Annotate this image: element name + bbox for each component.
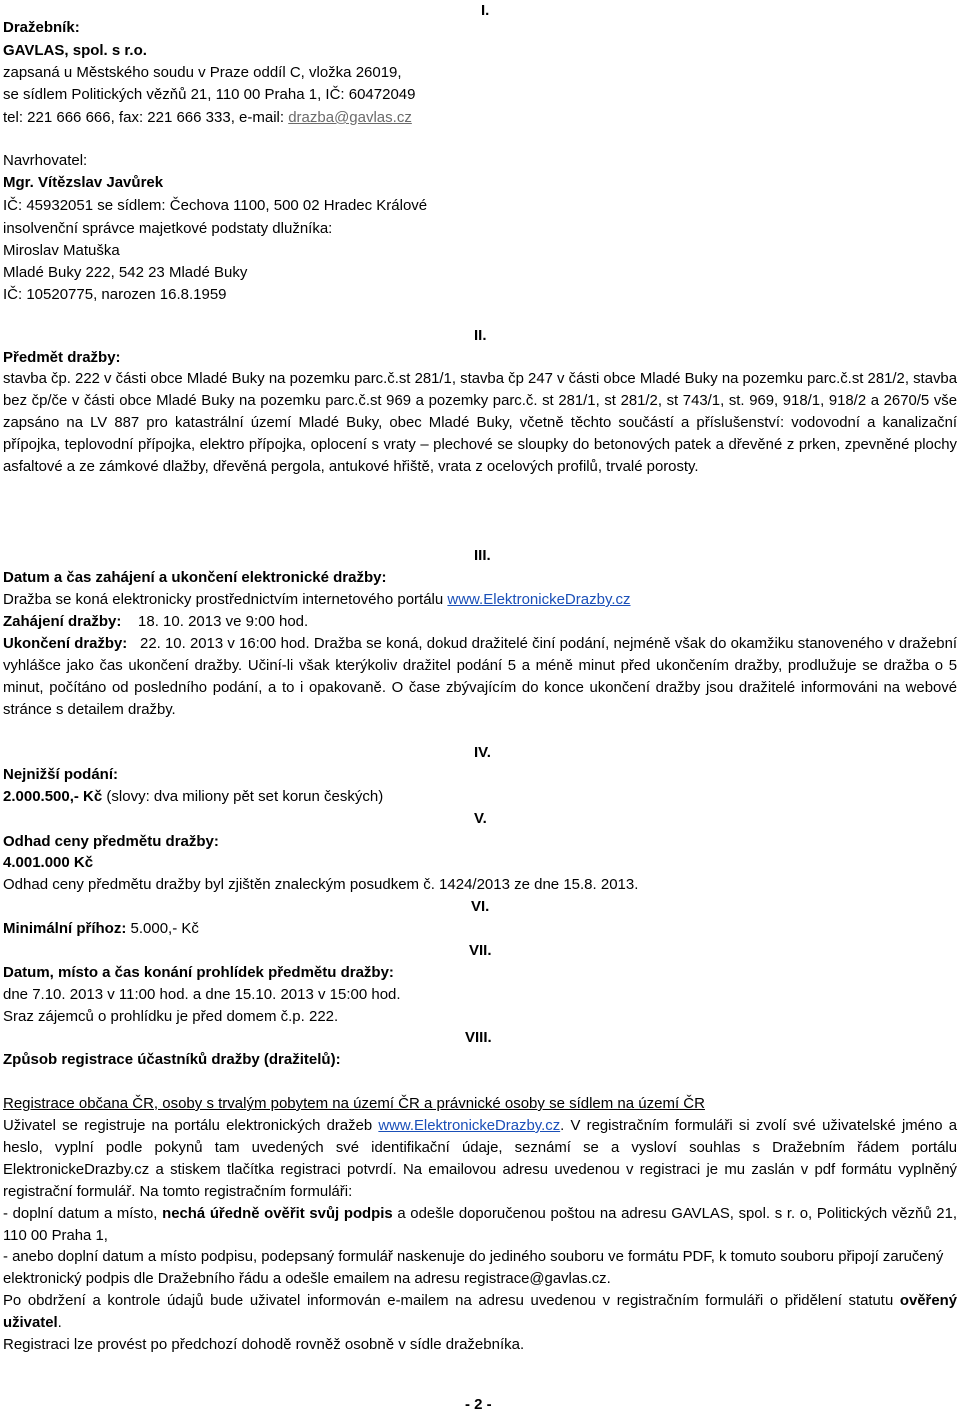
after-c: . bbox=[57, 1315, 62, 1331]
subject-text: stavba čp. 222 v části obce Mladé Buky na pozemku parc.č.st 281/1, stavba čp 247 v části obce Mladé Buky na pozemku parc.č.st 281/2, stavba bez čp/če v části obce Mladé Buky na pozemku parc.č.st 969 a pozemky parc.č. st 281/1, st 281/2, st 743/1, st. 969, 918/1, 918/2 a 2670/5 vše zapsáno na LV 887 pro katastrální území Mladé Buky, obec Mladé Buky, včetně těchto součástí a příslušenství: vodovodní a kanalizační přípojka, teplovodní přípojka, elektro přípojka, oplocení s vraty – plechové se sloupky do betonových patek a dřevěné z prken, zpevněné plochy asfaltové a ze zámkové dlažby, dřevěná pergola, antukové hřiště, vrata z ocelových profilů, trvalé porosty. bbox=[3, 371, 957, 475]
section-numeral-1: I. bbox=[481, 2, 490, 19]
section-numeral-2: II. bbox=[474, 327, 487, 344]
page-number: - 2 - bbox=[465, 1396, 492, 1413]
section-numeral-4: IV. bbox=[474, 744, 491, 761]
auctioneer-company: GAVLAS, spol. s r.o. bbox=[3, 42, 147, 59]
auctioneer-register: zapsaná u Městského soudu v Praze oddíl C, vložka 26019, bbox=[3, 64, 402, 81]
timing-end bbox=[3, 633, 957, 721]
petitioner-heading: Navrhovatel: bbox=[3, 152, 88, 169]
registration-bullet-1 bbox=[3, 1203, 957, 1247]
min-bid-words: (slovy: dva miliony pět set korun českých) bbox=[102, 788, 384, 805]
start-value: 18. 10. 2013 ve 9:00 hod. bbox=[138, 613, 309, 630]
end-label: Ukončení dražby: bbox=[3, 636, 128, 652]
petitioner-name: Mgr. Vítězslav Javůrek bbox=[3, 174, 164, 191]
bullet1-b: nechá úředně ověřit svůj podpis bbox=[162, 1206, 393, 1222]
debtor-id: IČ: 10520775, narozen 16.8.1959 bbox=[3, 286, 227, 303]
timing-portal bbox=[3, 589, 631, 611]
auctioneer-contact bbox=[3, 107, 412, 129]
p1-prefix: Uživatel se registruje na portálu elektronických dražeb bbox=[3, 1118, 379, 1134]
increment-label: Minimální příhoz: bbox=[3, 920, 127, 937]
inspection-meeting: Sraz zájemců o prohlídku je před domem č.p. 222. bbox=[3, 1008, 339, 1025]
timing-heading: Datum a čas zahájení a ukončení elektronické dražby: bbox=[3, 569, 387, 586]
after-a: Po obdržení a kontrole údajů bude uživatel informován e-mailem na adresu uvedenou v registračním formuláři o přidělení statutu bbox=[3, 1293, 900, 1309]
section-numeral-8: VIII. bbox=[465, 1029, 492, 1046]
bullet1-a: - doplní datum a místo, bbox=[3, 1206, 163, 1222]
petitioner-address: IČ: 45932051 se sídlem: Čechova 1100, 500 02 Hradec Králové bbox=[3, 197, 428, 214]
section-numeral-6: VI. bbox=[471, 898, 490, 915]
registration-subheading: Registrace občana ČR, osoby s trvalým pobytem na území ČR a právnické osoby se sídlem na území ČR bbox=[3, 1095, 705, 1112]
email-link[interactable]: drazba@gavlas.cz bbox=[288, 109, 412, 126]
inspection-heading: Datum, místo a čas konání prohlídek předmětu dražby: bbox=[3, 964, 394, 981]
start-label: Zahájení dražby: bbox=[3, 613, 122, 630]
min-bid-amount bbox=[3, 786, 383, 808]
debtor-address: Mladé Buky 222, 542 23 Mladé Buky bbox=[3, 264, 248, 281]
end-rest: Dražba se koná, dokud dražitelé činí podání, nejméně však do okamžiku stanoveného v dražební vyhlášce jako čas ukončení dražby. Učiní-li však kterýkoliv dražitel podání 5 a méně minut před ukončením dražby, prodlužuje se dražba o 5 minut, počítáno od posledního podání, a to i opakovaně. O čase zbývajícím do konce ukončení dražby jsou dražitelé informováni na webové stránce s detailem dražby. bbox=[3, 636, 957, 718]
registration-p1 bbox=[3, 1115, 957, 1203]
bullet1-c: a odešle doporučenou poštou na adresu GAVLAS, spol. s r. o, Politických vězňů 21, 110 00 Praha 1, bbox=[3, 1206, 957, 1244]
registration-portal-link[interactable]: www.ElektronickeDrazby.cz bbox=[378, 1118, 561, 1134]
section-numeral-7: VII. bbox=[469, 942, 492, 959]
valuation-amount: 4.001.000 Kč bbox=[3, 854, 94, 871]
timing-start bbox=[3, 611, 308, 633]
auctioneer-seat: se sídlem Politických vězňů 21, 110 00 Praha 1, IČ: 60472049 bbox=[3, 86, 416, 103]
petitioner-role: insolvenční správce majetkové podstaty dlužníka: bbox=[3, 220, 333, 237]
registration-bullet-2: - anebo doplní datum a místo podpisu, podepsaný formulář naskenuje do jediného souboru ve formátu PDF, k tomuto souboru připojí zaručený elektronický podpis dle Dražebního řádu a odešle emailem na adresu registrace@gavlas.cz. bbox=[3, 1249, 944, 1287]
p1-rest: . V registračním formuláři si zvolí své uživatelské jméno a heslo, vyplní podle pokynů tam uvedených své identifikační údaje, seznámí se a vysloví souhlas s Dražebním řádem portálu ElektronickeDrazby.cz a stiskem tlačítka registraci potvrdí. Na emailovou adresu uvedenou v registraci je mu zaslán v pdf formátu vyplněný registrační formulář. Na tomto registračním formuláři: bbox=[3, 1118, 957, 1200]
contact-prefix: tel: 221 666 666, fax: 221 666 333, e-mail: bbox=[3, 109, 289, 126]
valuation-heading: Odhad ceny předmětu dražby: bbox=[3, 833, 219, 850]
min-bid-value: 2.000.500,- Kč bbox=[3, 788, 103, 805]
registration-heading: Způsob registrace účastníků dražby (dražitelů): bbox=[3, 1051, 341, 1068]
section-numeral-3: III. bbox=[474, 547, 491, 564]
section-numeral-5: V. bbox=[474, 810, 487, 827]
debtor-name: Miroslav Matuška bbox=[3, 242, 120, 259]
end-value: 22. 10. 2013 v 16:00 hod. bbox=[140, 636, 310, 652]
valuation-text: Odhad ceny předmětu dražby byl zjištěn znaleckým posudkem č. 1424/2013 ze dne 15.8. 2013. bbox=[3, 876, 639, 893]
registration-after bbox=[3, 1290, 957, 1334]
increment-value: 5.000,- Kč bbox=[126, 920, 199, 937]
inspection-dates: dne 7.10. 2013 v 11:00 hod. a dne 15.10. 2013 v 15:00 hod. bbox=[3, 986, 401, 1003]
registration-place: Registraci lze provést po předchozí dohodě rovněž osobně v sídle dražebníka. bbox=[3, 1336, 525, 1353]
increment-line bbox=[3, 918, 199, 940]
subject-heading: Předmět dražby: bbox=[3, 349, 121, 366]
min-bid-heading: Nejnižší podání: bbox=[3, 766, 119, 783]
auctioneer-heading: Dražebník: bbox=[3, 19, 80, 36]
portal-prefix: Dražba se koná elektronicky prostřednictvím internetového portálu bbox=[3, 591, 448, 608]
after-b: ověřený uživatel bbox=[3, 1293, 957, 1331]
portal-link[interactable]: www.ElektronickeDrazby.cz bbox=[447, 591, 631, 608]
